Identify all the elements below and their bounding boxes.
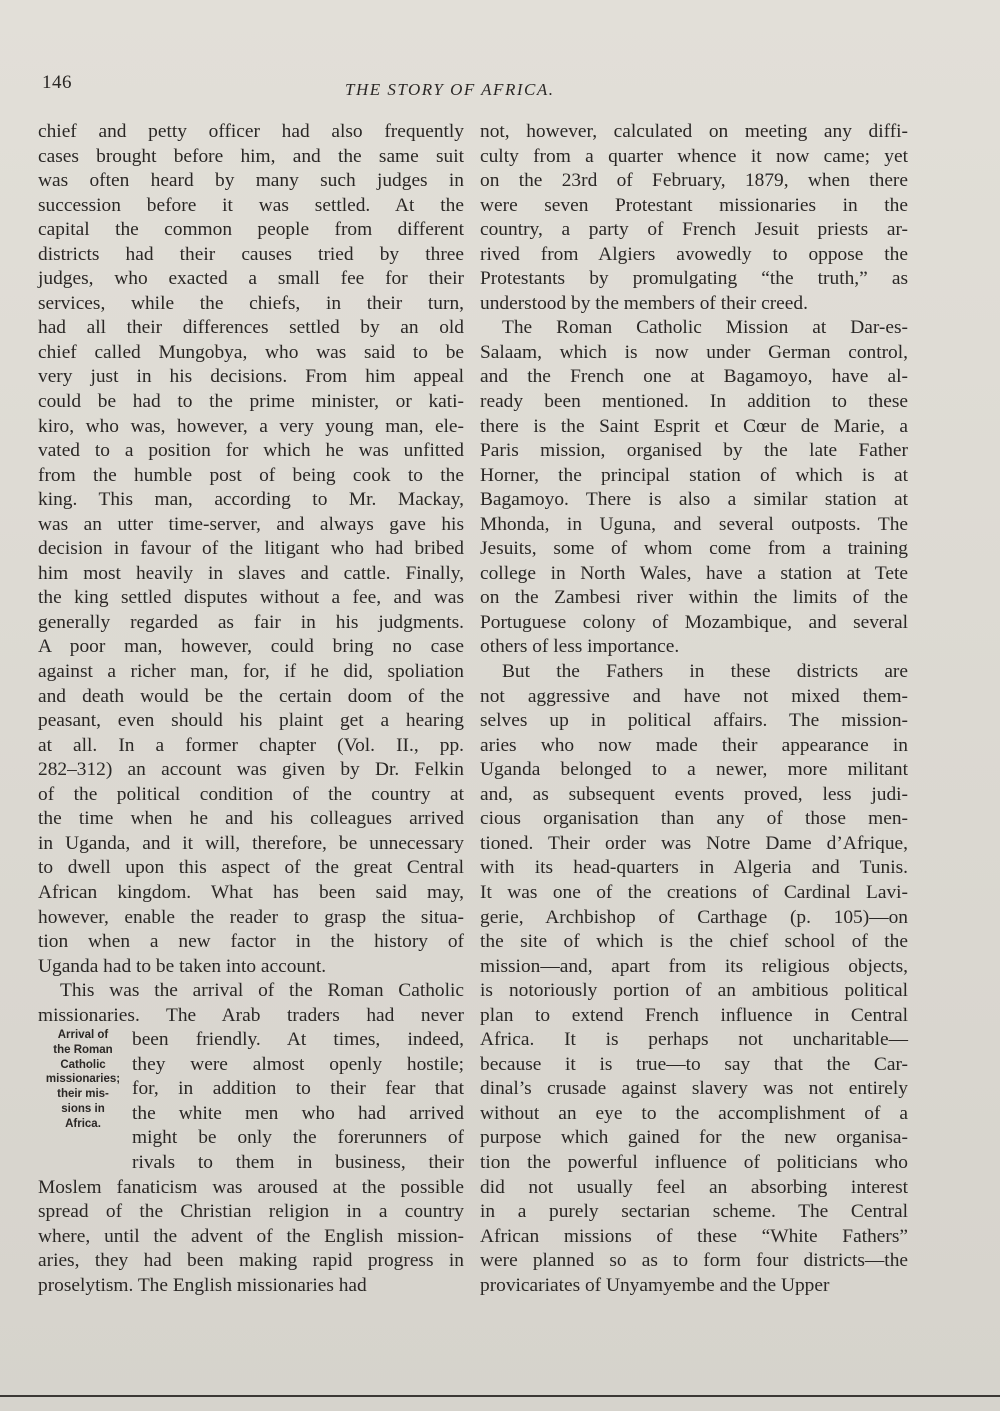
text-line: decision in favour of the litigant who had bribed [38, 538, 464, 560]
text-line: understood by the members of their creed. [480, 292, 808, 314]
text-line: missionaries. The Arab traders had never [38, 1004, 464, 1026]
text-line: in Uganda, and it will, therefore, be unnecessary [38, 832, 464, 854]
text-line: gerie, Archbishop of Carthage (p. 105)—on [480, 906, 908, 928]
text-line: Bagamoyo. There is also a similar station at [480, 489, 908, 511]
text-line: they were almost openly hostile; [132, 1053, 464, 1075]
text-line: 282–312) an account was given by Dr. Felkin [38, 759, 464, 781]
text-line: on the Zambesi river within the limits of the [480, 587, 908, 609]
text-line: were planned so as to form four districts—the [480, 1250, 908, 1272]
margin-note-line: the Roman [53, 1043, 113, 1056]
text-line: in a purely sectarian scheme. The Central [480, 1201, 908, 1223]
margin-note-line: Africa. [65, 1117, 101, 1130]
text-line: African missions of these “White Fathers” [480, 1225, 908, 1247]
text-line: country, a party of French Jesuit priests ar- [480, 219, 908, 241]
text-line: selves up in political affairs. The mission- [480, 710, 908, 732]
text-line: aries who now made their appearance in [480, 734, 908, 756]
text-line: and death would be the certain doom of the [38, 685, 464, 707]
text-line: mission—and, apart from its religious objects, [480, 955, 908, 977]
text-line: peasant, even should his plaint get a hearing [38, 710, 464, 732]
text-line: where, until the advent of the English mission- [38, 1225, 464, 1247]
text-line: had all their differences settled by an old [38, 317, 464, 339]
right-text-column [480, 120, 908, 1298]
text-line: kiro, who was, however, a very young man, ele- [38, 415, 464, 437]
text-line: for, in addition to their fear that [132, 1078, 464, 1100]
text-line: not aggressive and have not mixed them- [480, 685, 908, 707]
text-line: was an utter time-server, and always gave his [38, 513, 464, 535]
text-line: the site of which is the chief school of the [480, 931, 908, 953]
text-line: might be only the forerunners of [132, 1127, 464, 1149]
running-title: THE STORY OF AFRICA. [345, 80, 555, 99]
text-line: ready been mentioned. In addition to these [480, 391, 908, 413]
text-line: is notoriously portion of an ambitious political [480, 980, 908, 1002]
margin-note-line: sions in [61, 1102, 105, 1115]
text-line: at all. In a former chapter (Vol. II., pp. [38, 734, 464, 756]
text-line: Horner, the principal station of which is at [480, 464, 908, 486]
text-line: on the 23rd of February, 1879, when there [480, 170, 908, 192]
text-line: dinal’s crusade against slavery was not entirely [480, 1078, 908, 1100]
text-line: Jesuits, some of whom come from a training [480, 538, 908, 560]
text-line: aries, they had been making rapid progress in [38, 1250, 464, 1272]
text-line: of the political condition of the country at [38, 783, 464, 805]
text-line: there is the Saint Esprit et Cœur de Marie, a [480, 415, 908, 437]
page-number: 146 [42, 72, 72, 93]
text-line: were seven Protestant missionaries in the [480, 194, 908, 216]
text-line: college in North Wales, have a station at Tete [480, 562, 908, 584]
text-line: But the Fathers in these districts are [502, 661, 908, 683]
text-line: succession before it was settled. At the [38, 194, 464, 216]
text-line: Salaam, which is now under German control, [480, 341, 908, 363]
text-line: Protestants by promulgating “the truth,” as [480, 268, 908, 290]
margin-note-line: Catholic [60, 1058, 106, 1071]
text-line: rivals to them in business, their [132, 1151, 464, 1173]
text-line: judges, who exacted a small fee for their [38, 268, 464, 290]
text-line: with its head-quarters in Algeria and Tunis. [480, 857, 908, 879]
text-line: because it is true—to say that the Car- [480, 1053, 908, 1075]
text-line: very just in his decisions. From him appeal [38, 366, 464, 388]
text-line: Uganda had to be taken into account. [38, 955, 327, 977]
text-line: spread of the Christian religion in a country [38, 1201, 464, 1223]
text-line: purpose which gained for the new organisa- [480, 1127, 908, 1149]
text-line: chief called Mungobya, who was said to be [38, 341, 464, 363]
bottom-rule [0, 1395, 1000, 1397]
text-line: Portuguese colony of Mozambique, and several [480, 611, 908, 633]
text-line: without an eye to the accomplishment of a [480, 1102, 908, 1124]
text-line: Africa. It is perhaps not uncharitable— [480, 1029, 908, 1051]
text-line: tion the powerful influence of politicians who [480, 1151, 908, 1173]
text-line: proselytism. The English missionaries had [38, 1274, 367, 1296]
text-line: This was the arrival of the Roman Catholic [60, 980, 464, 1002]
text-line: the white men who had arrived [132, 1102, 464, 1124]
text-line: plan to extend French influence in Central [480, 1004, 908, 1026]
text-line: chief and petty officer had also frequently [38, 121, 464, 142]
text-line: culty from a quarter whence it now came; yet [480, 145, 908, 167]
text-line: It was one of the creations of Cardinal Lavi- [480, 881, 908, 903]
text-line: vated to a position for which he was unfitted [38, 440, 464, 462]
text-line: A poor man, however, could bring no case [38, 636, 464, 658]
text-line: The Roman Catholic Mission at Dar-es- [502, 317, 908, 339]
text-line: African kingdom. What has been said may, [38, 881, 464, 903]
text-line: not, however, calculated on meeting any diffi- [480, 121, 908, 142]
text-line: against a richer man, for, if he did, spoliation [38, 661, 464, 683]
text-line: however, enable the reader to grasp the situa- [38, 906, 464, 928]
text-line: districts had their causes tried by three [38, 243, 464, 265]
text-line: and, as subsequent events proved, less judi- [480, 783, 908, 805]
text-line: king. This man, according to Mr. Mackay, [38, 489, 464, 511]
text-line: did not usually feel an absorbing interest [480, 1176, 908, 1198]
text-line: Mhonda, in Uguna, and several outposts. The [480, 513, 908, 535]
margin-note [38, 1028, 128, 1132]
text-line: capital the common people from different [38, 219, 464, 241]
text-line: generally regarded as fair in his judgments. [38, 611, 464, 633]
text-line: Paris mission, organised by the late Father [480, 440, 908, 462]
text-line: Uganda belonged to a newer, more militant [480, 759, 908, 781]
text-line: cases brought before him, and the same suit [38, 145, 464, 167]
text-line: the time when he and his colleagues arrived [38, 808, 464, 830]
text-line: rived from Algiers avowedly to oppose the [480, 243, 908, 265]
text-line: and the French one at Bagamoyo, have al- [480, 366, 908, 388]
margin-note-line: their mis- [57, 1088, 109, 1101]
text-line: others of less importance. [480, 636, 680, 658]
margin-note-line: Arrival of [57, 1029, 109, 1041]
text-line: was often heard by many such judges in [38, 170, 464, 192]
text-line: from the humble post of being cook to the [38, 464, 464, 486]
text-line: could be had to the prime minister, or kati- [38, 391, 464, 413]
text-line: to dwell upon this aspect of the great Central [38, 857, 464, 879]
text-line: provicariates of Unyamyembe and the Upper [480, 1274, 830, 1296]
text-line: tioned. Their order was Notre Dame d’Afrique, [480, 832, 908, 854]
text-line: been friendly. At times, indeed, [132, 1029, 464, 1051]
margin-note-line: missionaries; [45, 1073, 121, 1086]
text-line: services, while the chiefs, in their turn, [38, 292, 464, 314]
text-line: cious organisation than any of those men- [480, 808, 908, 830]
text-line: the king settled disputes without a fee, and was [38, 587, 464, 609]
text-line: Moslem fanaticism was aroused at the possible [38, 1176, 464, 1198]
text-line: him most heavily in slaves and cattle. Finally, [38, 562, 464, 584]
text-line: tion when a new factor in the history of [38, 931, 464, 953]
